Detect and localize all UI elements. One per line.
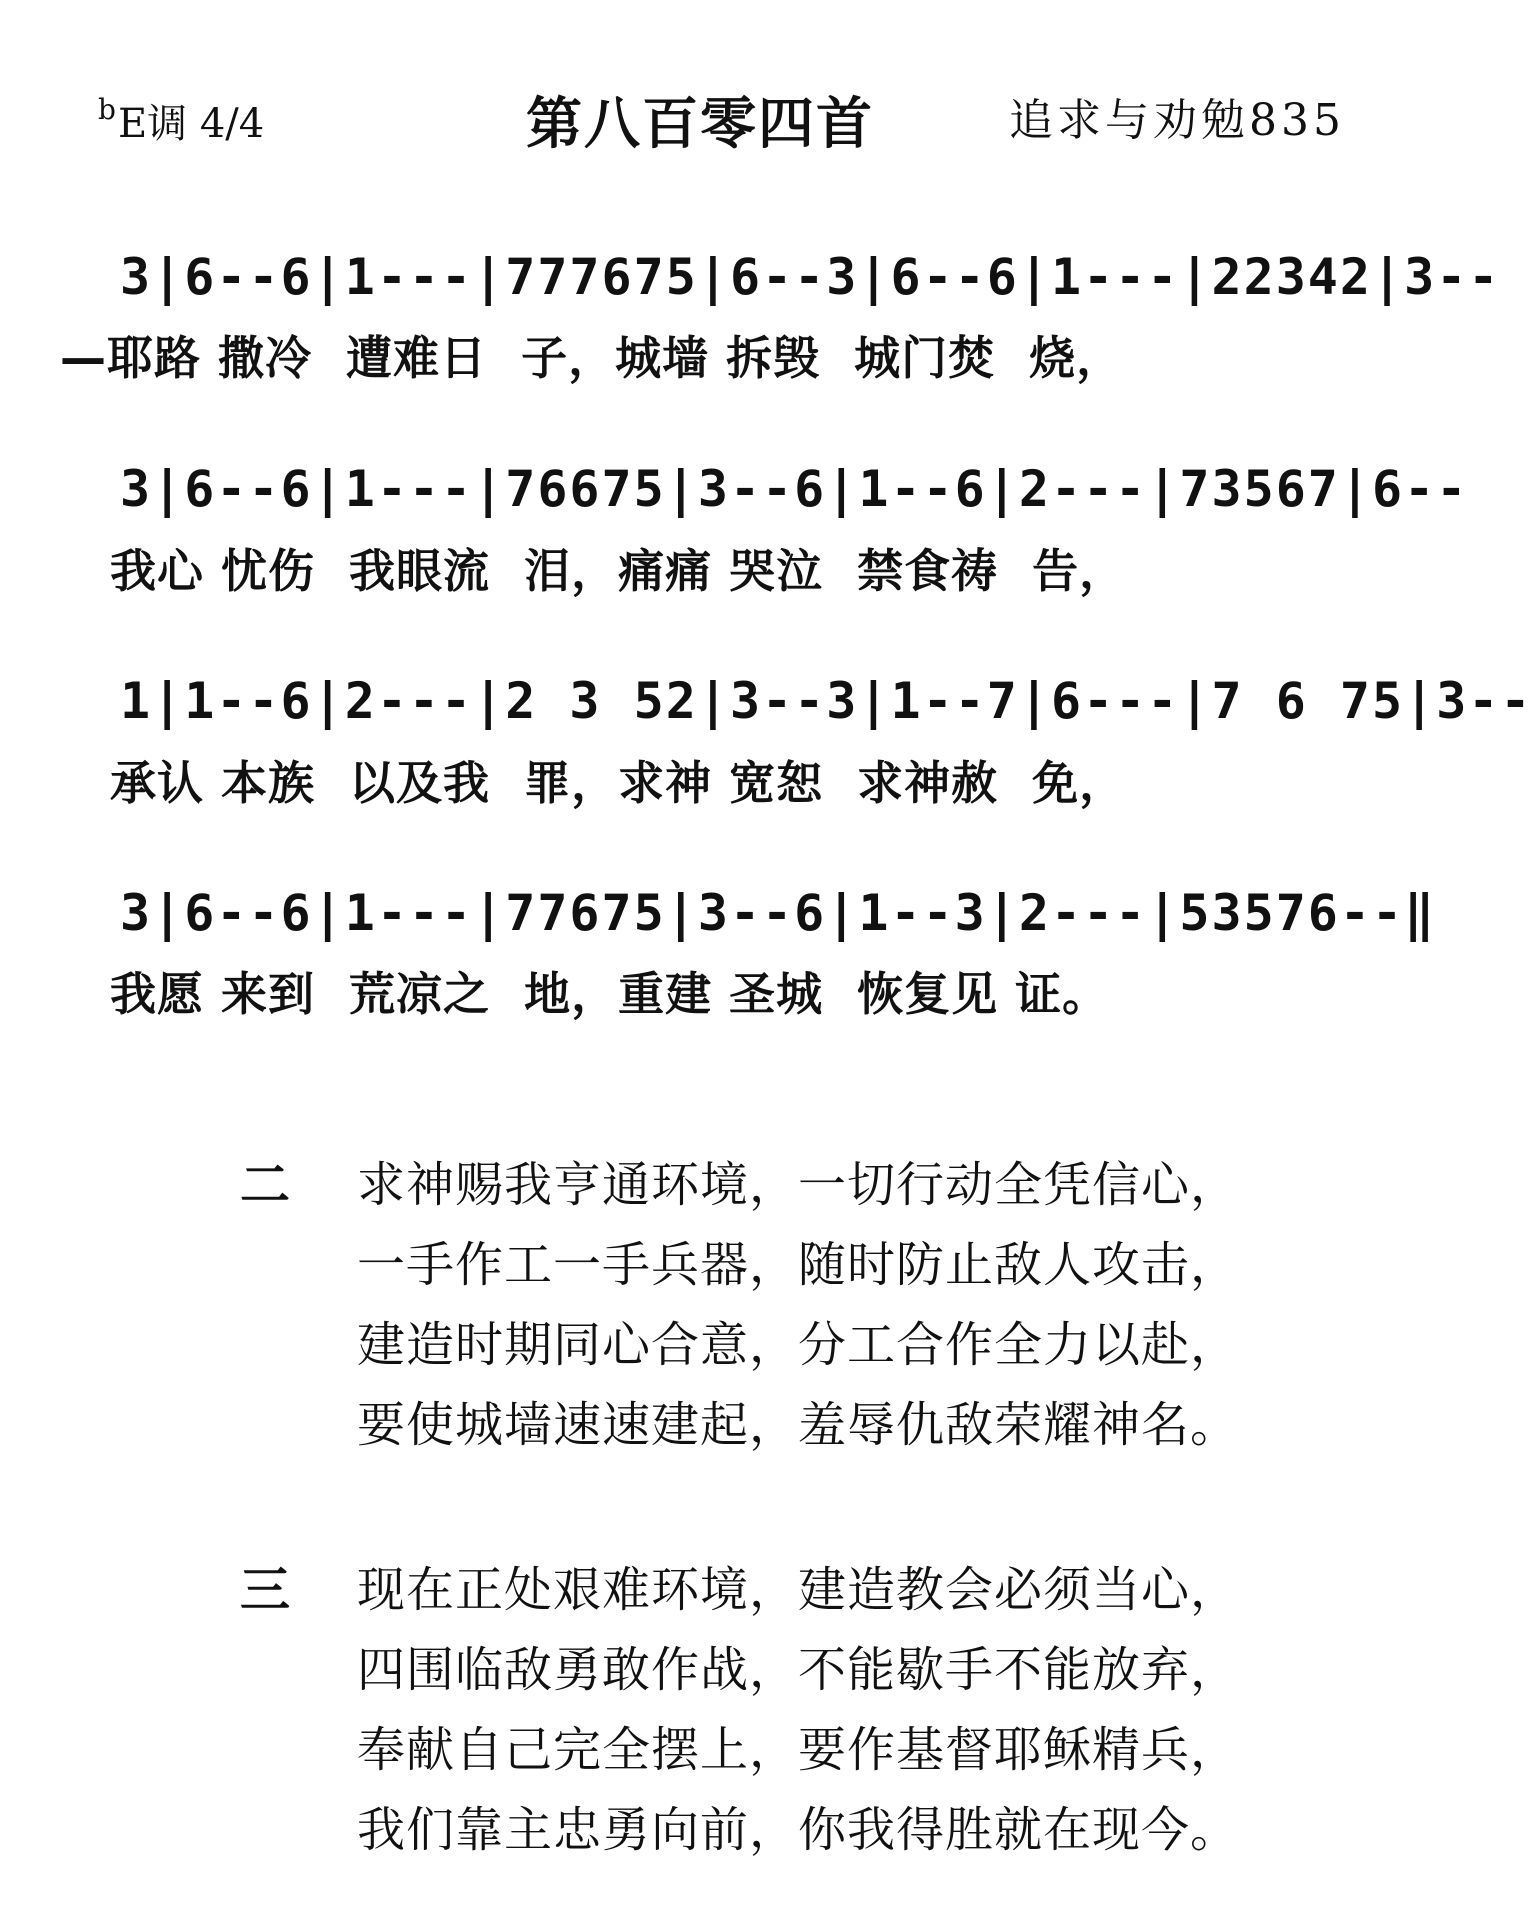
- verse-line: 四围临敌勇敢作战，不能歇手不能放弃，: [357, 1642, 1240, 1698]
- notation-row-4: 3|6--6|1---|77675|3--6|1--3|2---|53576--‖: [120, 884, 1437, 942]
- verse-line: 我们靠主忠勇向前，你我得胜就在现今。: [357, 1802, 1240, 1858]
- verse-line: 一手作工一手兵器，随时防止敌人攻击，: [357, 1237, 1240, 1293]
- hymn-source: 追求与劝勉835: [1009, 95, 1345, 146]
- lyrics-row-2: 我心 忧伤 我眼流 泪，痛痛 哭泣 禁食祷 告，: [110, 544, 1127, 598]
- notation-row-2: 3|6--6|1---|76675|3--6|1--6|2---|73567|6--: [120, 460, 1469, 518]
- verse-line: 现在正处艰难环境，建造教会必须当心，: [357, 1562, 1240, 1618]
- hymn-title: 第八百零四首: [526, 92, 874, 157]
- lyrics-row-1: —耶路 撒冷 遭难日 子，城墙 拆毁 城门焚 烧，: [60, 331, 1124, 385]
- key-and-time: E调 4/4: [117, 101, 265, 147]
- verse-line: 要使城墙速速建起，羞辱仇敌荣耀神名。: [357, 1397, 1240, 1453]
- verse-number: 二: [240, 1156, 290, 1214]
- flat-symbol: b: [98, 93, 116, 126]
- lyrics-row-4: 我愿 来到 荒凉之 地，重建 圣城 恢复见 证。: [110, 967, 1110, 1021]
- verse-line: 奉献自己完全摆上，要作基督耶稣精兵，: [357, 1722, 1240, 1778]
- verse-line: 建造时期同心合意，分工合作全力以赴，: [357, 1317, 1240, 1373]
- notation-row-3: 1|1--6|2---|2 3 52|3--3|1--7|6---|7 6 75|3--: [120, 672, 1533, 730]
- notation-row-1: 3|6--6|1---|777675|6--3|6--6|1---|22342|3--: [120, 248, 1501, 306]
- lyrics-row-3: 承认 本族 以及我 罪，求神 宽恕 求神赦 免，: [110, 756, 1127, 810]
- verse-number: 三: [240, 1561, 290, 1619]
- verse-line: 求神赐我亨通环境，一切行动全凭信心，: [357, 1157, 1240, 1213]
